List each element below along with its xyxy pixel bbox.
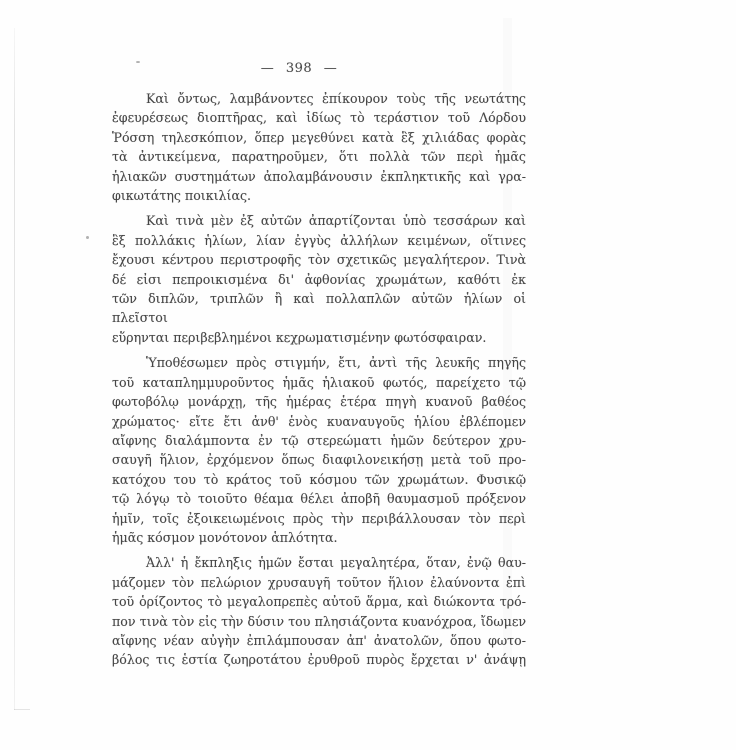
text-line: ἔχουσι κέντρου περιστροφῆς τὸν σχετικῶς μεγαλήτερον. Τινὰ (112, 252, 526, 268)
text-line: φικωτάτης ποικιλίας. (112, 188, 252, 204)
text-line: βόλος τις ἑστία ζωηροτάτου ἐρυθροῦ πυρὸς ἔρχεται ν' ἀνάψῃ (112, 652, 526, 668)
text-line: Ἀλλ' ἡ ἔκπληξις ἡμῶν ἔσται μεγαλητέρα, ὅταν, ἐνῷ θαυ- (146, 555, 526, 571)
text-line: Καὶ ὄντως, λαμβάνοντες ἐπίκουρον τοὺς τῆς νεωτάτης (146, 91, 526, 106)
paragraph (112, 353, 526, 547)
text-line: ἓξ πολλάκις ἡλίων, λίαν ἐγγὺς ἀλλήλων κειμένων, οἵτινες (112, 232, 526, 248)
text-line: δέ εἰσι πεπροικισμένα δι' ἀφθονίας χρωμάτων, καθότι ἐκ (112, 271, 526, 287)
text-line: τῶν διπλῶν, τριπλῶν ἢ καὶ πολλαπλῶν αὐτῶν ἡλίων οἱ πλεῖστοι (112, 291, 526, 326)
page-number: — 398 — (260, 61, 338, 76)
text-line: ἐφευρέσεως διοπτῆρας, καὶ ἰδίως τὸ τεράστιον τοῦ Λόρδου (112, 110, 526, 126)
paragraph (112, 89, 526, 205)
page-edge-shadow (14, 28, 15, 710)
text-line: τὰ ἀντικείμενα, παρατηροῦμεν, ὅτι πολλὰ τῶν περὶ ἡμᾶς (112, 149, 526, 165)
text-line: σαυγῆ ἥλιον, ἐρχόμενον ὅπως διαφιλονεικήσῃ μετὰ τοῦ προ- (112, 452, 526, 468)
scan-artifact-dot (86, 236, 89, 239)
body-text-block (112, 89, 526, 676)
text-line: τοῦ ὁρίζοντος τὸ μεγαλοπρεπὲς αὐτοῦ ἅρμα, καὶ διώκοντα τρό- (112, 594, 526, 610)
paragraph (112, 553, 526, 669)
text-line: ἡμᾶς κόσμον μονότονον ἁπλότητα. (112, 529, 338, 545)
text-line: φωτοβόλῳ μονάρχῃ, τῆς ἡμέρας ἑτέρα πηγὴ κυανοῦ βαθέος (112, 394, 526, 410)
text-line: ἡμῖν, τοῖς ἐξοικειωμένοις πρὸς τὴν περιβάλλουσαν τὸν περὶ (112, 510, 526, 526)
text-line: αἴφνης νέαν αὐγὴν ἐπιλάμπουσαν ἀπ' ἀνατολῶν, ὅπου φωτο- (112, 632, 526, 648)
text-line: κατόχου του τὸ κράτος τοῦ κόσμου τῶν χρωμάτων. Φυσικῷ (112, 471, 526, 487)
text-line: τῷ λόγῳ τὸ τοιοῦτο θέαμα θέλει ἀποβῆ θαυμασμοῦ πρόξενον (112, 491, 526, 507)
text-line: Καὶ τινὰ μὲν ἐξ αὐτῶν ἀπαρτίζονται ὑπὸ τεσσάρων καὶ (146, 213, 526, 229)
paragraph (112, 211, 526, 347)
text-line: Ὑποθέσωμεν πρὸς στιγμήν, ἔτι, ἀντὶ τῆς λευκῆς πηγῆς (146, 355, 526, 371)
text-line: εὕρηνται περιβεβλημένοι κεχρωματισμένην φωτόσφαιραν. (112, 329, 487, 345)
text-line: μάζομεν τὸν πελώριον χρυσαυγῆ τοῦτον ἥλιον ἐλαύνοντα ἐπὶ (112, 574, 526, 590)
text-line: τοῦ καταπλημμυροῦντος ἡμᾶς ἡλιακοῦ φωτός, παρείχετο τῷ (112, 374, 526, 390)
text-line: χρώματος· εἴτε ἔτι ἀνθ' ἑνὸς κυαναυγοῦς ἡλίου ἐβλέπομεν (112, 413, 526, 429)
text-line: Ῥόσση τηλεσκόπιον, ὅπερ μεγεθύνει κατὰ ἓξ χιλιάδας φορὰς (112, 129, 526, 145)
text-line: αἴφνης διαλάμποντα ἐν τῷ στερεώματι ἡμῶν δεύτερον χρυ- (112, 432, 526, 448)
text-line: πον τινὰ τὸν εἰς τὴν δύσιν του πλησιάζοντα κυανόχροα, ἴδωμεν (112, 613, 526, 629)
text-line: ἡλιακῶν συστημάτων ἀπολαμβάνουσιν ἐκπληκτικῆς καὶ γρα- (112, 168, 526, 184)
page-edge-corner (14, 709, 30, 710)
